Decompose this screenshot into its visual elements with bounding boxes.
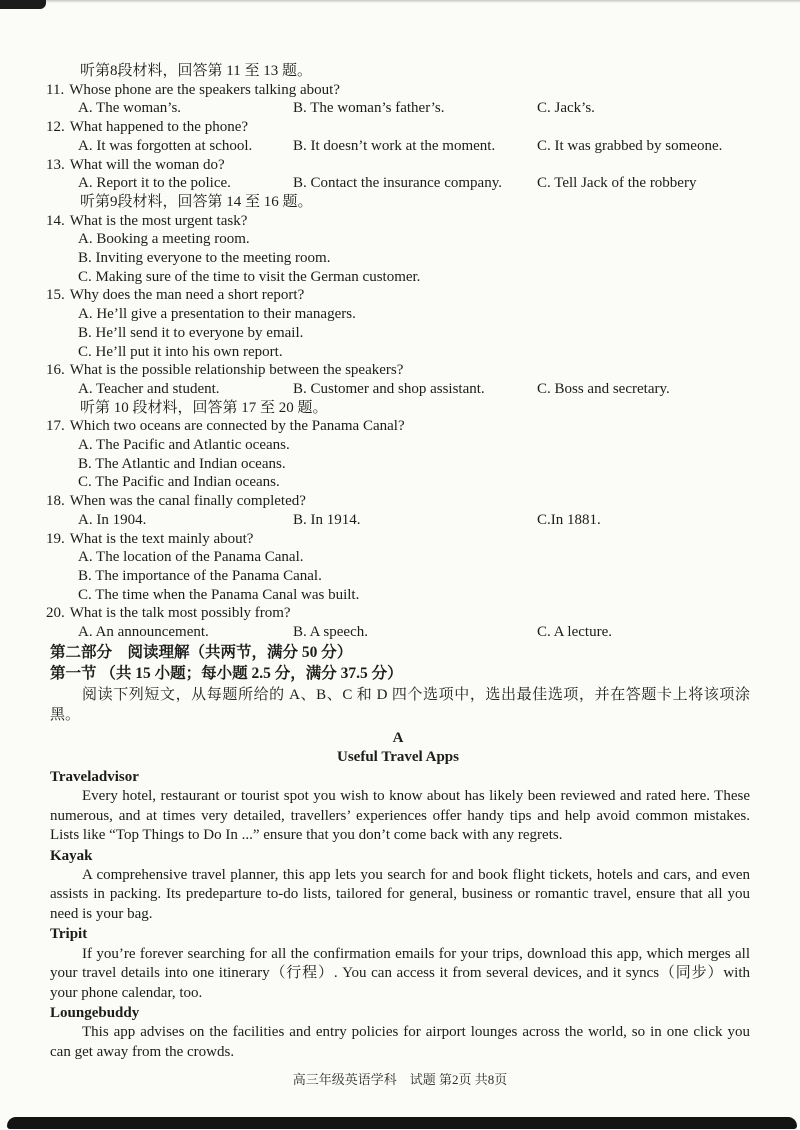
option: A. The location of the Panama Canal.: [78, 549, 304, 566]
options-row: [78, 623, 750, 642]
question-stem-line: [46, 286, 750, 305]
option: C.In 1881.: [537, 511, 601, 528]
part-two-title: 第二部分 阅读理解（共两节，满分 50 分）: [50, 643, 353, 661]
question-stem-line: [46, 361, 750, 380]
option: B. He’ll send it to everyone by email.: [78, 324, 304, 341]
option: B. Inviting everyone to the meeting room.: [78, 250, 331, 267]
option: B. In 1914.: [293, 511, 361, 528]
option: C. A lecture.: [537, 624, 612, 641]
options-row: [78, 511, 750, 530]
listening-instruction: 听第 10 段材料，回答第 17 至 20 题。: [80, 399, 328, 416]
option: A. He’ll give a presentation to their managers.: [78, 306, 356, 323]
option: A. The woman’s.: [78, 100, 182, 117]
options-row: [78, 137, 750, 156]
listening-instruction: 听第9段材料，回答第 14 至 16 题。: [80, 193, 313, 210]
question-stem: Why does the man need a short report?: [69, 287, 305, 304]
question-number: 16.: [46, 362, 65, 379]
question-stem-line: [46, 492, 750, 511]
question-number: 18.: [46, 493, 65, 510]
scan-artifact-corner: [0, 0, 46, 9]
option: C. Tell Jack of the robbery: [537, 175, 697, 192]
listening-questions: [46, 62, 750, 642]
app-description: A comprehensive travel planner, this app lets you search for and book flight tickets, hotels and cars, and even assists in packing. Its predeparture to-do lists, tailored for general, business or romantic travel, ensure that all you need is your bag.: [50, 867, 750, 922]
option: A. Report it to the police.: [78, 175, 231, 192]
app-description: If you’re forever searching for all the confirmation emails for your trips, download this app, which merges all your travel details into one itinerary（行程）. You can access it from several devices, and it syncs（同步）with your phone calendar, too.: [50, 945, 750, 1001]
app-description: Every hotel, restaurant or tourist spot you wish to know about has likely been reviewed and rated here. These numerous, and at times very detailed, travellers’ experiences offer handy tips and help avoid common mistakes. Lists like “Top Things to Do In ...” ensure that you don’t come back with any regrets.: [50, 788, 750, 844]
option: B. It doesn’t work at the moment.: [293, 137, 496, 154]
question-number: 13.: [46, 156, 65, 173]
question-stem: When was the canal finally completed?: [69, 493, 306, 510]
options-row: [78, 380, 750, 399]
option: C. It was grabbed by someone.: [537, 137, 723, 154]
option: A. Booking a meeting room.: [78, 231, 250, 248]
option: C. Making sure of the time to visit the German customer.: [78, 268, 421, 285]
question-stem: Whose phone are the speakers talking about?: [69, 81, 340, 98]
app-name: Kayak: [50, 847, 93, 864]
question-number: 19.: [46, 530, 65, 547]
question-number: 11.: [46, 81, 65, 98]
question-stem: Which two oceans are connected by the Panama Canal?: [69, 418, 405, 435]
options-row: [78, 99, 750, 118]
page-footer: 高三年级英语学科 试题 第2页 共8页: [292, 1072, 508, 1087]
question-stem-line: [46, 604, 750, 623]
question-stem: What is the possible relationship between the speakers?: [69, 362, 404, 379]
option: A. In 1904.: [78, 511, 147, 528]
app-name: Traveladvisor: [50, 768, 139, 785]
apps-list: [46, 768, 750, 1062]
question-stem: What will the woman do?: [69, 156, 225, 173]
options-row: [78, 174, 750, 193]
app-name: Tripit: [50, 926, 88, 943]
question-stem: What is the most urgent task?: [69, 212, 248, 229]
reading-instruction: 阅读下列短文，从每题所给的 A、B、C 和 D 四个选项中，选出最佳选项，并在答题卡上将该项涂黑。: [50, 686, 750, 723]
option: C. The Pacific and Indian oceans.: [78, 474, 280, 491]
question-number: 17.: [46, 418, 65, 435]
question-number: 15.: [46, 287, 65, 304]
passage-title: Useful Travel Apps: [337, 748, 459, 765]
option: A. Teacher and student.: [78, 380, 220, 397]
option: B. Customer and shop assistant.: [293, 380, 485, 397]
option: C. Boss and secretary.: [537, 380, 670, 397]
listening-instruction: 听第8段材料，回答第 11 至 13 题。: [80, 63, 312, 79]
app-description: This app advises on the facilities and entry policies for airport lounges across the world, so in one click you can get away from the crowds.: [50, 1024, 750, 1060]
question-stem: What is the talk most possibly from?: [69, 605, 291, 622]
option: B. The importance of the Panama Canal.: [78, 567, 322, 584]
reading-section: [46, 643, 750, 1062]
option: C. He’ll put it into his own report.: [78, 343, 283, 360]
question-stem: What happened to the phone?: [69, 119, 249, 136]
question-stem-line: [46, 156, 750, 175]
option: C. The time when the Panama Canal was built.: [78, 586, 360, 603]
question-stem-line: [46, 417, 750, 436]
question-number: 20.: [46, 605, 65, 622]
section-one-title: 第一节 （共 15 小题；每小题 2.5 分，满分 37.5 分）: [50, 664, 403, 682]
app-name: Loungebuddy: [50, 1004, 140, 1021]
option: B. The woman’s father’s.: [293, 100, 445, 117]
question-stem-line: [46, 212, 750, 231]
option: A. The Pacific and Atlantic oceans.: [78, 437, 290, 454]
option: B. Contact the insurance company.: [293, 175, 502, 192]
option: B. A speech.: [293, 624, 368, 641]
passage-label: A: [392, 729, 404, 746]
question-number: 12.: [46, 119, 65, 136]
question-number: 14.: [46, 212, 65, 229]
listening-section: [46, 62, 750, 642]
option: A. It was forgotten at school.: [78, 137, 253, 154]
question-stem-line: [46, 81, 750, 100]
question-stem: What is the text mainly about?: [69, 530, 254, 547]
option: A. An announcement.: [78, 624, 209, 641]
option: C. Jack’s.: [537, 100, 595, 117]
scan-artifact-bottom-edge: [7, 1117, 797, 1129]
question-stem-line: [46, 530, 750, 549]
option: B. The Atlantic and Indian oceans.: [78, 455, 286, 472]
question-stem-line: [46, 118, 750, 137]
scan-artifact-top-edge: [0, 0, 800, 3]
